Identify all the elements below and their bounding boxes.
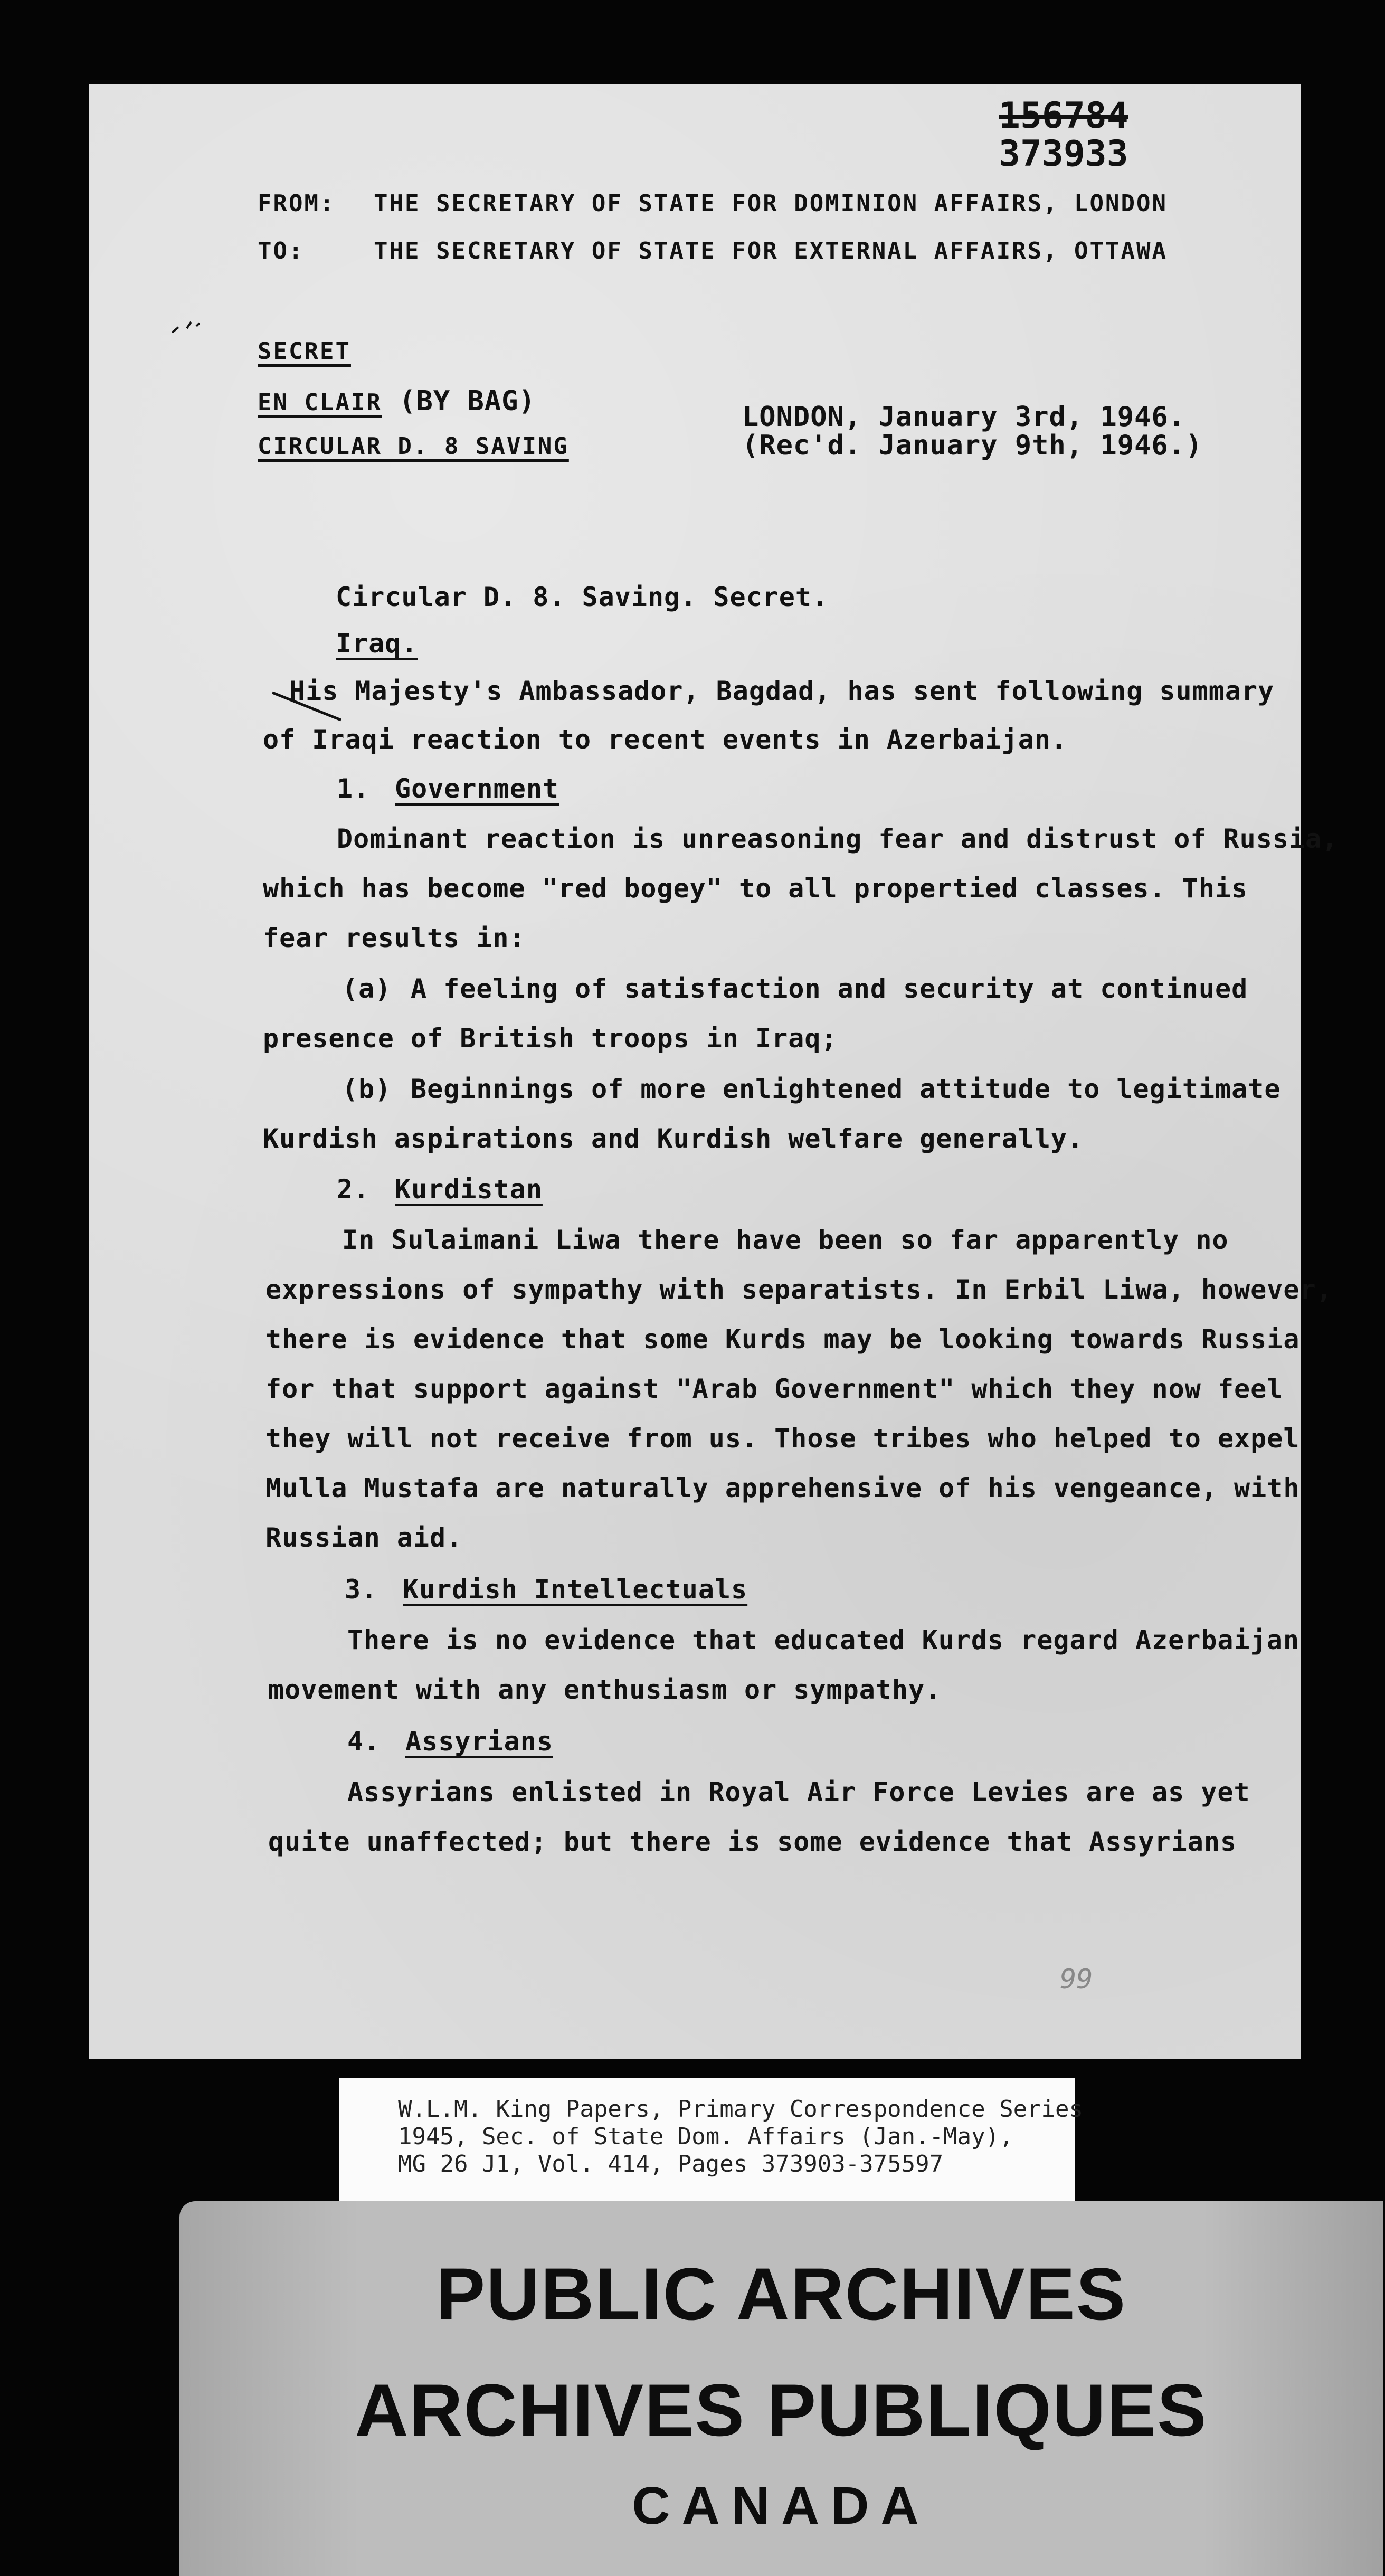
transmission-note: (BY BAG) (399, 385, 536, 417)
archive-label-line: W.L.M. King Papers, Primary Correspondence Series (398, 2096, 1084, 2123)
item-marker: (a) (342, 973, 392, 1004)
pencil-mark: 99 (1060, 1964, 1093, 1995)
document-number-old: 156784 (999, 95, 1128, 137)
section-heading: Government (395, 773, 559, 804)
document-number: 373933 (999, 133, 1128, 175)
section-heading: Kurdistan (395, 1174, 543, 1205)
body-line: quite unaffected; but there is some evidence that Assyrians (268, 1826, 1237, 1857)
section-number: 1. (337, 773, 370, 804)
section-number: 2. (337, 1174, 370, 1205)
section-heading: Kurdish Intellectuals (403, 1574, 748, 1605)
section-number: 4. (347, 1726, 381, 1757)
item-marker: (b) (342, 1074, 392, 1104)
to-label: TO: (258, 238, 305, 264)
archives-stamp (179, 2201, 1383, 2576)
body-line: expressions of sympathy with separatists. In Erbil Liwa, however, (265, 1274, 1333, 1305)
section-heading: Assyrians (405, 1726, 553, 1757)
stamp-line-french: ARCHIVES PUBLIQUES (355, 2369, 1208, 2451)
section-number: 3. (345, 1574, 378, 1605)
body-line: for that support against "Arab Government" which they now feel (265, 1374, 1284, 1404)
document-page (89, 84, 1339, 2059)
from-value: THE SECRETARY OF STATE FOR DOMINION AFFAIRS, LONDON (374, 190, 1168, 217)
body-line: In Sulaimani Liwa there have been so far apparently no (342, 1225, 1229, 1255)
country-heading: Iraq. (336, 628, 418, 659)
classification: SECRET (258, 338, 351, 365)
transmission-line (258, 385, 536, 417)
body-line: Russian aid. (265, 1522, 463, 1553)
body-line: there is evidence that some Kurds may be looking towards Russia (265, 1324, 1300, 1355)
circular-reference: CIRCULAR D. 8 SAVING (258, 433, 569, 460)
to-value: THE SECRETARY OF STATE FOR EXTERNAL AFFAIRS, OTTAWA (374, 238, 1168, 264)
from-label: FROM: (258, 190, 336, 217)
dateline: LONDON, January 3rd, 1946. (742, 401, 1185, 433)
intro-line: of Iraqi reaction to recent events in Azerbaijan. (263, 724, 1068, 755)
body-line: they will not receive from us. Those tribes who helped to expel (265, 1423, 1300, 1454)
intro-line: His Majesty's Ambassador, Bagdad, has sent following summary (289, 676, 1275, 706)
body-line: There is no evidence that educated Kurds regard Azerbaijan (347, 1625, 1299, 1655)
body-line: Mulla Mustafa are naturally apprehensive of his vengeance, with (265, 1473, 1300, 1503)
subject-line: Circular D. 8. Saving. Secret. (336, 582, 829, 612)
body-line: Assyrians enlisted in Royal Air Force Levies are as yet (347, 1777, 1250, 1807)
body-line: Dominant reaction is unreasoning fear and distrust of Russia, (337, 823, 1339, 854)
stamp-line-country: CANADA (632, 2476, 931, 2535)
item-line: A feeling of satisfaction and security at continued (411, 973, 1248, 1004)
stamp-line-english: PUBLIC ARCHIVES (435, 2252, 1127, 2335)
item-line: presence of British troops in Iraq; (263, 1023, 838, 1054)
item-line: Beginnings of more enlightened attitude to legitimate (411, 1074, 1281, 1104)
transmission: EN CLAIR (258, 389, 382, 416)
body-line: movement with any enthusiasm or sympathy. (268, 1674, 942, 1705)
archive-label-line: 1945, Sec. of State Dom. Affairs (Jan.-May), (398, 2123, 1013, 2150)
body-line: fear results in: (263, 923, 526, 953)
item-line: Kurdish aspirations and Kurdish welfare generally. (263, 1123, 1084, 1154)
received-date: (Rec'd. January 9th, 1946.) (742, 430, 1203, 461)
archive-label-line: MG 26 J1, Vol. 414, Pages 373903-375597 (398, 2151, 944, 2177)
archive-label (339, 2078, 1084, 2202)
body-line: which has become "red bogey" to all propertied classes. This (263, 873, 1248, 904)
